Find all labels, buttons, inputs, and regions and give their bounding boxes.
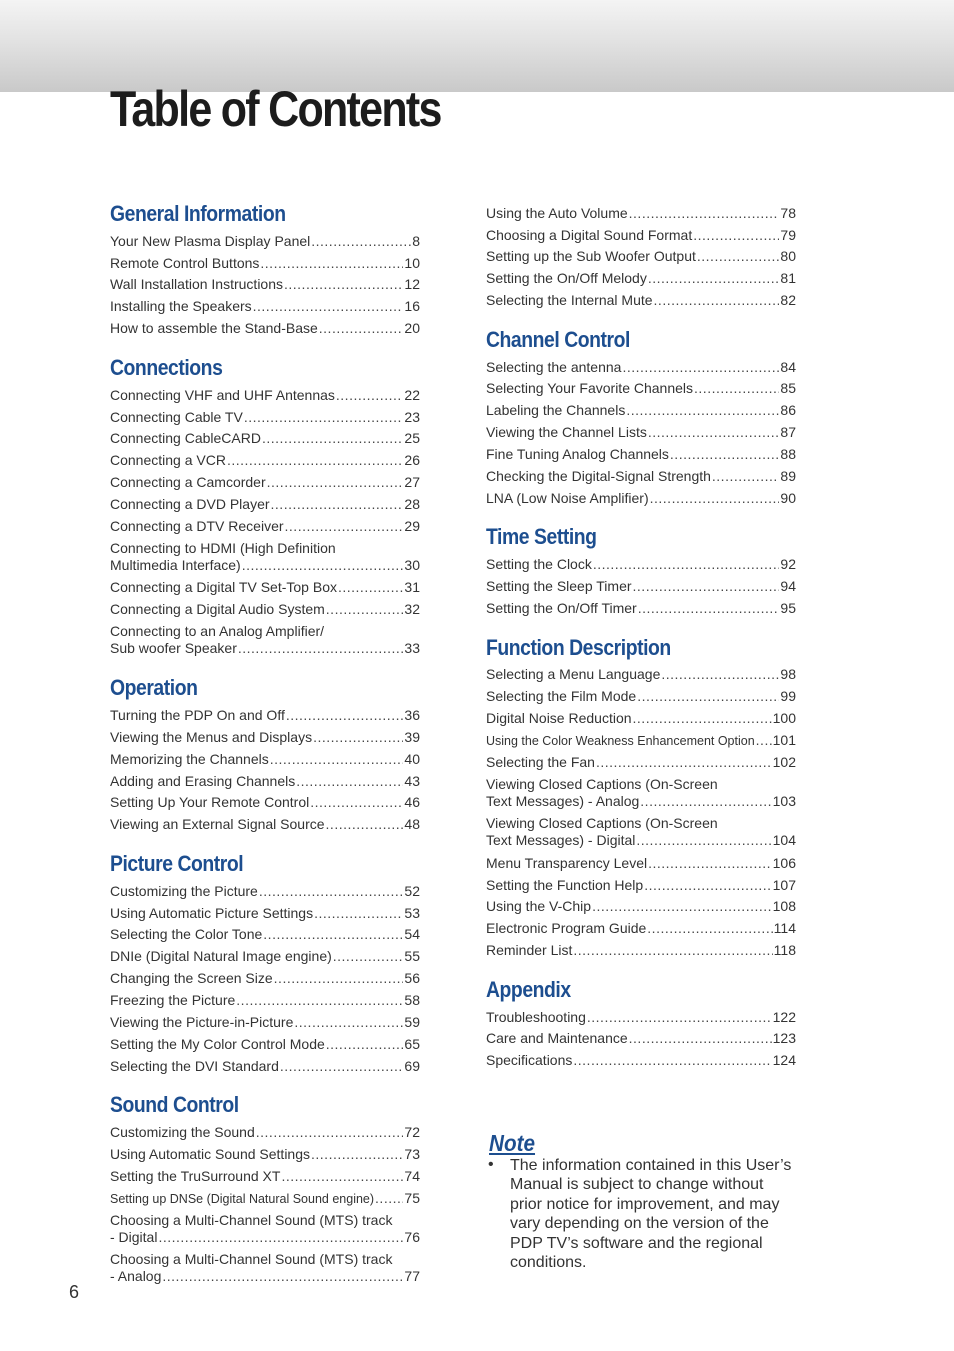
toc-entry-page: 59 xyxy=(404,1014,420,1030)
leader-dots xyxy=(319,320,404,337)
toc-entry[interactable] xyxy=(110,518,420,535)
toc-entry[interactable] xyxy=(110,1146,420,1163)
leader-dots xyxy=(311,233,411,250)
leader-dots xyxy=(693,227,779,244)
toc-entry-page: 124 xyxy=(772,1052,796,1068)
leader-dots xyxy=(262,430,403,447)
toc-entry-page: 25 xyxy=(404,430,420,446)
leader-dots xyxy=(260,255,403,272)
toc-entry-text: Setting Up Your Remote Control xyxy=(110,794,310,810)
toc-entry[interactable] xyxy=(486,380,796,397)
toc-entry[interactable] xyxy=(486,490,796,507)
toc-entry-page: 46 xyxy=(404,794,420,810)
leader-dots xyxy=(227,452,403,469)
toc-entry-page: 75 xyxy=(404,1190,420,1206)
toc-entry[interactable] xyxy=(110,1212,420,1246)
toc-entry[interactable] xyxy=(486,815,796,849)
note-bullet: • xyxy=(488,1156,494,1173)
leader-dots xyxy=(338,579,403,596)
toc-entry[interactable] xyxy=(486,292,796,309)
leader-dots xyxy=(326,601,404,618)
toc-entry-text: Menu Transparency Level xyxy=(486,855,648,871)
leader-dots xyxy=(336,387,404,404)
toc-entry-page: 76 xyxy=(404,1229,420,1245)
toc-entry-text: Selecting the Fan xyxy=(486,754,595,770)
toc-entry[interactable] xyxy=(486,359,796,376)
toc-entry[interactable] xyxy=(486,666,796,683)
toc-entry[interactable] xyxy=(486,1030,796,1047)
toc-entry[interactable] xyxy=(486,402,796,419)
toc-entry-text: Troubleshooting xyxy=(486,1009,586,1025)
leader-dots xyxy=(284,276,403,293)
leader-dots xyxy=(648,270,780,287)
toc-entry-page: 29 xyxy=(404,518,420,534)
toc-entry-page: 40 xyxy=(404,751,420,767)
toc-entry-page: 114 xyxy=(773,920,796,936)
toc-entry-text: Using Automatic Picture Settings xyxy=(110,905,314,921)
toc-entry[interactable] xyxy=(110,452,420,469)
toc-entry-page: 106 xyxy=(772,855,796,871)
leader-dots xyxy=(259,883,404,900)
toc-entry-page: 81 xyxy=(780,270,796,286)
leader-dots xyxy=(694,380,779,397)
toc-entry-page: 80 xyxy=(780,248,796,264)
toc-entry-page: 12 xyxy=(404,276,420,292)
toc-entry-text: Freezing the Picture xyxy=(110,992,236,1008)
toc-entry[interactable] xyxy=(486,688,796,705)
toc-entry-text: Choosing a Digital Sound Format xyxy=(486,227,693,243)
toc-entry-page: 73 xyxy=(404,1146,420,1162)
toc-entry-text: Turning the PDP On and Off xyxy=(110,707,285,723)
toc-entry-text: Connecting a Digital TV Set-Top Box xyxy=(110,579,337,595)
toc-entry-text: Viewing an External Signal Source xyxy=(110,816,325,832)
section-heading: Picture Control xyxy=(110,851,244,876)
toc-entry[interactable] xyxy=(110,1036,420,1053)
leader-dots xyxy=(637,688,779,705)
toc-entry-text: Setting the Function Help xyxy=(486,877,644,893)
toc-entry-page: 69 xyxy=(404,1058,420,1074)
toc-entry-text: Setting up DNSe (Digital Natural Sound engine) xyxy=(110,1192,375,1206)
toc-entry-text: Setting the Sleep Timer xyxy=(486,578,632,594)
leader-dots xyxy=(267,474,404,491)
toc-entry-page: 95 xyxy=(780,600,796,616)
toc-entry-text: Selecting the Internal Mute xyxy=(486,292,653,308)
toc-entry-page: 103 xyxy=(772,793,796,809)
toc-entry-page: 22 xyxy=(404,387,420,403)
toc-entry-text: Viewing the Picture-in-Picture xyxy=(110,1014,294,1030)
toc-entry-page: 89 xyxy=(780,468,796,484)
toc-entry-page: 100 xyxy=(772,710,796,726)
toc-entry-text: Connecting a Camcorder xyxy=(110,474,266,490)
toc-entry-text: Using the Color Weakness Enhancement Option xyxy=(486,734,755,748)
toc-entry-text: Care and Maintenance xyxy=(486,1030,628,1046)
toc-entry-page: 28 xyxy=(404,496,420,512)
toc-entry[interactable] xyxy=(486,270,796,287)
toc-entry-page: 85 xyxy=(780,380,796,396)
toc-entry-page: 8 xyxy=(412,233,420,249)
leader-dots xyxy=(281,1168,403,1185)
toc-entry-page: 65 xyxy=(404,1036,420,1052)
toc-entry-page: 104 xyxy=(772,832,796,848)
leader-dots xyxy=(629,1030,772,1047)
toc-entry-text: Your New Plasma Display Panel xyxy=(110,233,311,249)
header-band xyxy=(0,0,954,92)
leader-dots xyxy=(640,793,771,810)
toc-entry[interactable] xyxy=(486,578,796,595)
leader-dots xyxy=(712,468,780,485)
toc-entry-text: Setting the Clock xyxy=(486,556,592,572)
toc-entry-page: 39 xyxy=(404,729,420,745)
toc-entry-page: 32 xyxy=(404,601,420,617)
leader-dots xyxy=(626,402,779,419)
toc-entry-page: 10 xyxy=(404,255,420,271)
toc-entry[interactable] xyxy=(110,276,420,293)
toc-entry[interactable] xyxy=(110,320,420,337)
leader-dots xyxy=(314,905,403,922)
toc-entry-text: Digital Noise Reduction xyxy=(486,710,632,726)
toc-entry-page: 26 xyxy=(404,452,420,468)
leader-dots xyxy=(310,794,403,811)
toc-entry-text: Choosing a Multi-Channel Sound (MTS) track xyxy=(110,1212,393,1228)
toc-entry-text: Using the Auto Volume xyxy=(486,205,628,221)
toc-entry-text: Adding and Erasing Channels xyxy=(110,773,296,789)
toc-entry-text: Connecting to an Analog Amplifier/ xyxy=(110,623,325,639)
toc-entry[interactable] xyxy=(486,446,796,463)
toc-entry-text: Specifications xyxy=(486,1052,573,1068)
toc-entry-text: How to assemble the Stand-Base xyxy=(110,320,318,336)
toc-entry-text: LNA (Low Noise Amplifier) xyxy=(486,490,649,506)
toc-entry-text: Connecting Cable TV xyxy=(110,409,243,425)
toc-entry-text: Connecting VHF and UHF Antennas xyxy=(110,387,335,403)
toc-entry[interactable] xyxy=(486,855,796,872)
toc-entry-text: Setting the On/Off Melody xyxy=(486,270,647,286)
leader-dots xyxy=(313,729,403,746)
leader-dots xyxy=(311,1146,403,1163)
leader-dots xyxy=(596,754,772,771)
toc-entry-page: 98 xyxy=(780,666,796,682)
section-heading: Channel Control xyxy=(486,327,630,352)
toc-entry-text: Using the V-Chip xyxy=(486,898,592,914)
toc-entry-page: 48 xyxy=(404,816,420,832)
leader-dots xyxy=(661,666,779,683)
toc-entry[interactable] xyxy=(110,816,420,833)
toc-entry[interactable] xyxy=(110,905,420,922)
toc-entry[interactable] xyxy=(110,751,420,768)
leader-dots xyxy=(636,832,771,849)
toc-entry-text: Selecting the Film Mode xyxy=(486,688,637,704)
leader-dots xyxy=(592,898,772,915)
toc-entry[interactable] xyxy=(486,898,796,915)
section-heading: General Information xyxy=(110,201,286,226)
leader-dots xyxy=(648,424,780,441)
toc-entry-text: Changing the Screen Size xyxy=(110,970,273,986)
toc-entry-page: 99 xyxy=(780,688,796,704)
toc-entry[interactable] xyxy=(110,623,420,657)
toc-entry-text: Memorizing the Channels xyxy=(110,751,269,767)
leader-dots xyxy=(242,557,404,574)
toc-entry[interactable] xyxy=(110,707,420,724)
toc-entry-page: 102 xyxy=(772,754,796,770)
toc-entry[interactable] xyxy=(110,773,420,790)
toc-entry[interactable] xyxy=(110,970,420,987)
section-heading: Time Setting xyxy=(486,524,597,549)
note-text: The information contained in this User’s Manual is subject to change without prior notice for improvement, and may vary depending on the version of the PDP TV’s software and the regional conditions. xyxy=(510,1157,792,1272)
toc-entry[interactable] xyxy=(486,556,796,573)
toc-entry-text: Viewing the Channel Lists xyxy=(486,424,647,440)
toc-entry[interactable] xyxy=(110,926,420,943)
toc-entry-text: Using Automatic Sound Settings xyxy=(110,1146,311,1162)
toc-entry-text-continued: Multimedia Interface) xyxy=(110,557,241,573)
leader-dots xyxy=(756,732,772,749)
toc-entry-page: 52 xyxy=(404,883,420,899)
toc-entry[interactable] xyxy=(110,1190,420,1208)
toc-entry-page: 92 xyxy=(780,556,796,572)
toc-entry[interactable] xyxy=(110,1058,420,1075)
leader-dots xyxy=(375,1190,403,1207)
leader-dots xyxy=(238,640,404,657)
leader-dots xyxy=(670,446,780,463)
toc-entry[interactable] xyxy=(110,298,420,315)
toc-entry[interactable] xyxy=(110,729,420,746)
toc-entry-text: Customizing the Picture xyxy=(110,883,258,899)
toc-entry-page: 77 xyxy=(404,1268,420,1284)
leader-dots xyxy=(654,292,780,309)
toc-entry-page: 53 xyxy=(404,905,420,921)
toc-entry-page: 55 xyxy=(404,948,420,964)
toc-entry-text: Selecting the Color Tone xyxy=(110,926,263,942)
toc-entry[interactable] xyxy=(110,948,420,965)
toc-entry-text: Selecting a Menu Language xyxy=(486,666,661,682)
toc-entry-text: Viewing Closed Captions (On-Screen xyxy=(486,776,718,792)
toc-entry-text: Setting the TruSurround XT xyxy=(110,1168,281,1184)
leader-dots xyxy=(286,707,404,724)
toc-entry-text: Setting the On/Off Timer xyxy=(486,600,637,616)
toc-entry-page: 31 xyxy=(404,579,420,595)
toc-entry[interactable] xyxy=(110,233,420,250)
toc-entry-text: Electronic Program Guide xyxy=(486,920,647,936)
toc-entry-text: Selecting the DVI Standard xyxy=(110,1058,279,1074)
toc-entry[interactable] xyxy=(110,883,420,900)
toc-entry-text: Setting up the Sub Woofer Output xyxy=(486,248,696,264)
toc-entry[interactable] xyxy=(486,942,796,959)
toc-entry[interactable] xyxy=(110,579,420,596)
toc-entry-text: Viewing Closed Captions (On-Screen xyxy=(486,815,718,831)
section-heading: Connections xyxy=(110,355,223,380)
toc-entry-page: 79 xyxy=(780,227,796,243)
toc-entry-page: 30 xyxy=(404,557,420,573)
toc-entry-page: 108 xyxy=(772,898,796,914)
toc-entry-page: 84 xyxy=(780,359,796,375)
toc-entry-page: 72 xyxy=(404,1124,420,1140)
toc-entry-text-continued: - Analog xyxy=(110,1268,162,1284)
toc-entry[interactable] xyxy=(486,600,796,617)
toc-entry[interactable] xyxy=(486,248,796,265)
toc-entry-text-continued: - Digital xyxy=(110,1229,158,1245)
toc-entry-page: 78 xyxy=(780,205,796,221)
leader-dots xyxy=(333,948,404,965)
toc-entry[interactable] xyxy=(110,992,420,1009)
toc-entry[interactable] xyxy=(110,1014,420,1031)
toc-entry-text: Connecting a Digital Audio System xyxy=(110,601,325,617)
toc-entry-text-continued: Text Messages) - Digital xyxy=(486,832,636,848)
toc-entry[interactable] xyxy=(486,877,796,894)
toc-entry-text: Connecting a VCR xyxy=(110,452,226,468)
toc-entry-page: 90 xyxy=(780,490,796,506)
leader-dots xyxy=(697,248,780,265)
toc-entry-text: Connecting to HDMI (High Definition xyxy=(110,540,336,556)
toc-entry-text: Labeling the Channels xyxy=(486,402,626,418)
leader-dots xyxy=(647,920,772,937)
page-title: Table of Contents xyxy=(110,81,441,137)
toc-entry-page: 20 xyxy=(404,320,420,336)
leader-dots xyxy=(256,1124,404,1141)
toc-entry-text: Selecting Your Favorite Channels xyxy=(486,380,694,396)
toc-entry-page: 101 xyxy=(772,732,796,748)
toc-entry-page: 107 xyxy=(772,877,796,893)
toc-entry-text-continued: Sub woofer Speaker xyxy=(110,640,237,656)
toc-entry[interactable] xyxy=(486,754,796,771)
toc-entry[interactable] xyxy=(110,430,420,447)
toc-entry-page: 27 xyxy=(404,474,420,490)
section-heading: Function Description xyxy=(486,635,671,660)
leader-dots xyxy=(271,496,404,513)
toc-entry-page: 94 xyxy=(780,578,796,594)
leader-dots xyxy=(162,1268,403,1285)
leader-dots xyxy=(633,578,780,595)
toc-entry-page: 36 xyxy=(404,707,420,723)
leader-dots xyxy=(573,942,772,959)
toc-entry[interactable] xyxy=(486,710,796,727)
toc-entry-text: Checking the Digital-Signal Strength xyxy=(486,468,711,484)
toc-entry-page: 43 xyxy=(404,773,420,789)
toc-entry-text: Choosing a Multi-Channel Sound (MTS) track xyxy=(110,1251,393,1267)
toc-entry-page: 118 xyxy=(773,942,796,958)
toc-entry-page: 123 xyxy=(772,1030,796,1046)
toc-entry[interactable] xyxy=(110,601,420,618)
toc-entry-text: Setting the My Color Control Mode xyxy=(110,1036,325,1052)
toc-entry[interactable] xyxy=(486,732,796,750)
toc-entry-page: 58 xyxy=(404,992,420,1008)
toc-entry[interactable] xyxy=(110,387,420,404)
leader-dots xyxy=(253,298,404,315)
toc-entry-page: 88 xyxy=(780,446,796,462)
leader-dots xyxy=(644,877,771,894)
leader-dots xyxy=(326,816,404,833)
toc-entry-text: Wall Installation Instructions xyxy=(110,276,283,292)
toc-entry-text: Remote Control Buttons xyxy=(110,255,260,271)
leader-dots xyxy=(587,1009,772,1026)
toc-entry-page: 86 xyxy=(780,402,796,418)
toc-entry-text: DNIe (Digital Natural Image engine) xyxy=(110,948,332,964)
toc-entry-page: 33 xyxy=(404,640,420,656)
toc-entry[interactable] xyxy=(110,1124,420,1141)
toc-entry[interactable] xyxy=(110,255,420,272)
leader-dots xyxy=(593,556,780,573)
toc-entry[interactable] xyxy=(486,205,796,222)
toc-entry[interactable] xyxy=(486,227,796,244)
toc-entry-page: 23 xyxy=(404,409,420,425)
toc-entry[interactable] xyxy=(110,540,420,574)
toc-entry-text: Reminder List xyxy=(486,942,573,958)
toc-entry-text: Fine Tuning Analog Channels xyxy=(486,446,669,462)
toc-entry[interactable] xyxy=(486,468,796,485)
toc-entry[interactable] xyxy=(486,776,796,810)
toc-entry-page: 54 xyxy=(404,926,420,942)
toc-entry-page: 16 xyxy=(404,298,420,314)
section-heading: Operation xyxy=(110,675,198,700)
toc-entry-text: Connecting a DTV Receiver xyxy=(110,518,284,534)
toc-entry[interactable] xyxy=(486,920,796,937)
note-heading: Note xyxy=(489,1130,536,1156)
leader-dots xyxy=(263,926,403,943)
toc-entry[interactable] xyxy=(110,496,420,513)
leader-dots xyxy=(633,710,772,727)
leader-dots xyxy=(573,1052,771,1069)
toc-entry-text-continued: Text Messages) - Analog xyxy=(486,793,640,809)
leader-dots xyxy=(648,855,772,872)
toc-entry-page: 87 xyxy=(780,424,796,440)
leader-dots xyxy=(296,773,403,790)
toc-entry[interactable] xyxy=(486,1052,796,1069)
leader-dots xyxy=(280,1058,404,1075)
leader-dots xyxy=(622,359,779,376)
toc-entry[interactable] xyxy=(110,409,420,426)
section-heading: Appendix xyxy=(486,977,571,1002)
leader-dots xyxy=(326,1036,404,1053)
toc-entry-text: Customizing the Sound xyxy=(110,1124,255,1140)
toc-entry-text: Selecting the antenna xyxy=(486,359,622,375)
leader-dots xyxy=(638,600,780,617)
toc-entry-text: Viewing the Menus and Displays xyxy=(110,729,313,745)
toc-entry[interactable] xyxy=(110,794,420,811)
toc-entry-text: Connecting a DVD Player xyxy=(110,496,270,512)
toc-entry[interactable] xyxy=(486,1009,796,1026)
leader-dots xyxy=(244,409,404,426)
toc-entry-page: 56 xyxy=(404,970,420,986)
toc-entry[interactable] xyxy=(110,474,420,491)
leader-dots xyxy=(629,205,780,222)
leader-dots xyxy=(236,992,403,1009)
leader-dots xyxy=(274,970,404,987)
leader-dots xyxy=(650,490,780,507)
toc-entry-text: Installing the Speakers xyxy=(110,298,252,314)
toc-entry[interactable] xyxy=(486,424,796,441)
toc-entry[interactable] xyxy=(110,1168,420,1185)
toc-entry-page: 74 xyxy=(404,1168,420,1184)
toc-entry-text: Connecting CableCARD xyxy=(110,430,261,446)
leader-dots xyxy=(158,1229,403,1246)
toc-entry-page: 82 xyxy=(780,292,796,308)
toc-entry[interactable] xyxy=(110,1251,420,1285)
leader-dots xyxy=(270,751,404,768)
leader-dots xyxy=(294,1014,403,1031)
section-heading: Sound Control xyxy=(110,1092,239,1117)
page-number: 6 xyxy=(69,1282,80,1302)
leader-dots xyxy=(285,518,404,535)
toc-entry-page: 122 xyxy=(772,1009,796,1025)
